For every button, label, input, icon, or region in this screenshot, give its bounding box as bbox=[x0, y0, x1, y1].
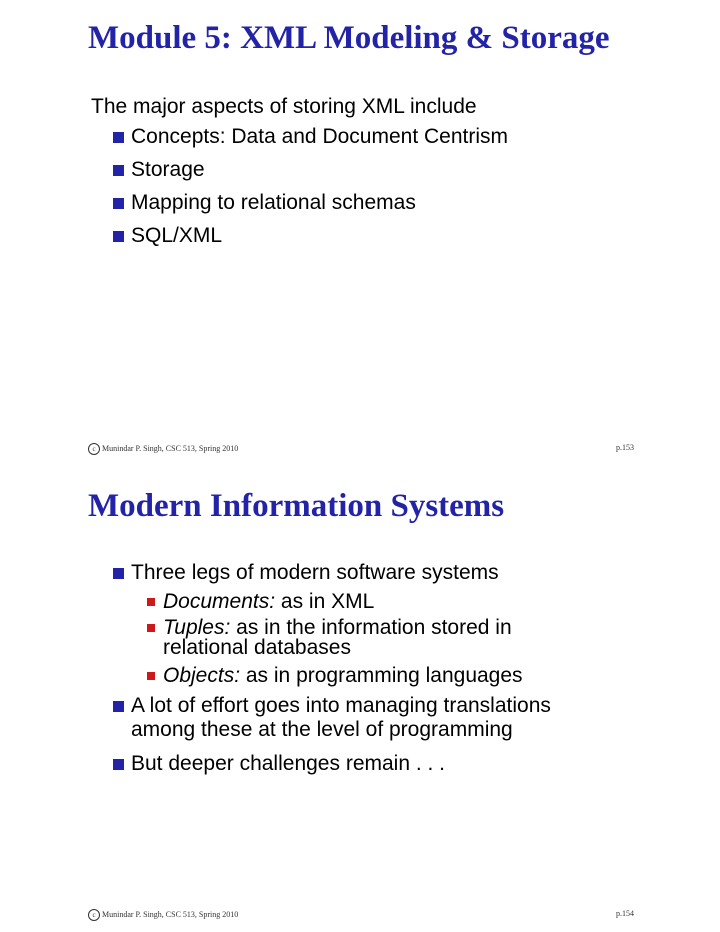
slide-footer bbox=[88, 909, 634, 923]
page-number: p.153 bbox=[616, 443, 634, 452]
square-bullet-icon bbox=[113, 568, 124, 579]
list-item: Concepts: Data and Document Centrism bbox=[113, 120, 508, 153]
bullet-list bbox=[113, 556, 551, 780]
square-bullet-icon bbox=[113, 198, 124, 209]
footer-credit: Munindar P. Singh, CSC 513, Spring 2010 bbox=[102, 909, 239, 919]
square-bullet-icon bbox=[113, 132, 124, 143]
square-bullet-icon bbox=[113, 165, 124, 176]
list-item: SQL/XML bbox=[113, 219, 508, 252]
intro-text: The major aspects of storing XML include bbox=[91, 95, 477, 118]
sub-bullet-list bbox=[131, 589, 551, 689]
slide-footer bbox=[88, 443, 634, 457]
list-item: Storage bbox=[113, 153, 508, 186]
slide-title: Modern Information Systems bbox=[88, 488, 505, 524]
sub-list-item: Tuples: as in the information stored in relational databases bbox=[145, 615, 551, 659]
page-number: p.154 bbox=[616, 909, 634, 918]
list-item: Three legs of modern software systems Documents: as in XML Tuples: as in the information stored in relational databases Objects: as in programming languages bbox=[113, 556, 551, 689]
square-bullet-icon bbox=[147, 598, 155, 606]
slide-title: Module 5: XML Modeling & Storage bbox=[88, 20, 610, 56]
square-bullet-icon bbox=[147, 672, 155, 680]
bullet-list bbox=[113, 120, 508, 252]
slide-154 bbox=[0, 466, 720, 932]
list-item: But deeper challenges remain . . . bbox=[113, 747, 551, 780]
footer-credit: Munindar P. Singh, CSC 513, Spring 2010 bbox=[102, 443, 239, 453]
square-bullet-icon bbox=[113, 759, 124, 770]
square-bullet-icon bbox=[147, 624, 155, 632]
list-item: A lot of effort goes into managing translations among these at the level of programming bbox=[113, 689, 551, 742]
list-item: Mapping to relational schemas bbox=[113, 186, 508, 219]
sub-list-item: Documents: as in XML bbox=[145, 589, 551, 615]
copyright-icon: c bbox=[88, 443, 100, 455]
sub-list-item: Objects: as in programming languages bbox=[145, 663, 551, 689]
square-bullet-icon bbox=[113, 231, 124, 242]
square-bullet-icon bbox=[113, 701, 124, 712]
copyright-icon: c bbox=[88, 909, 100, 921]
